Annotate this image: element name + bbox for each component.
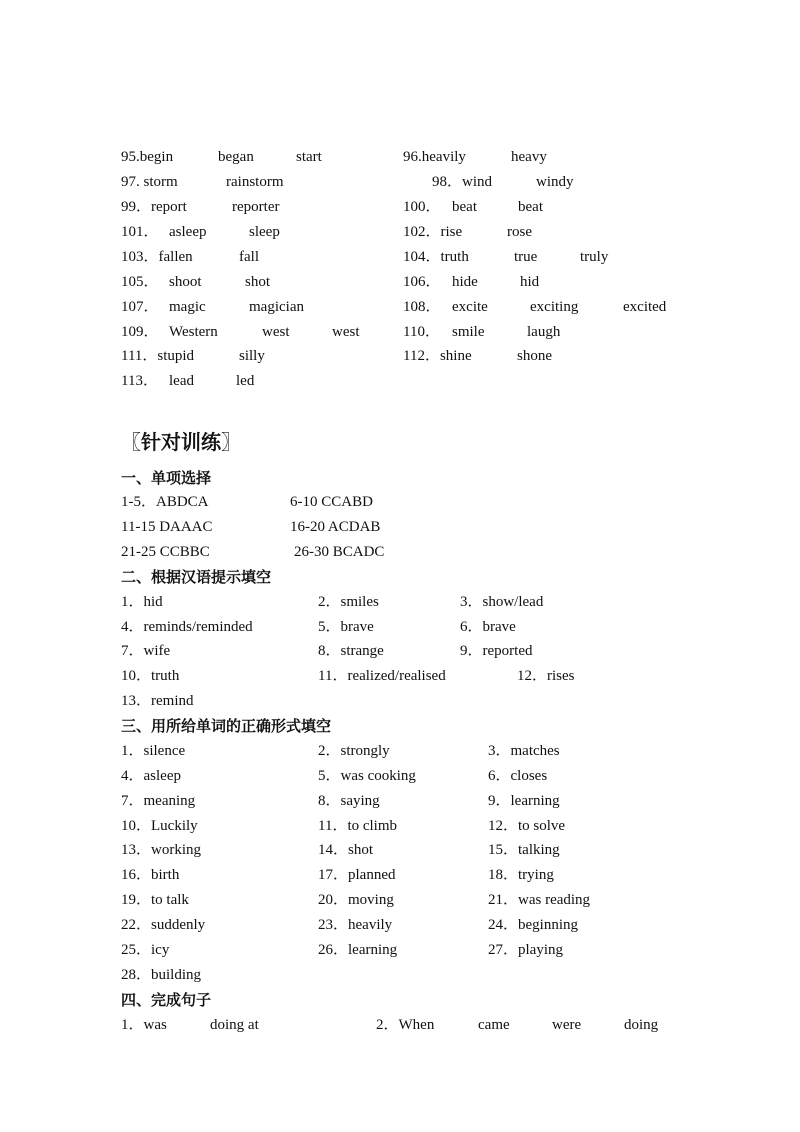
vocab-cell: true bbox=[514, 249, 538, 265]
vocab-cell: 111．stupid bbox=[121, 348, 195, 364]
part-4-title: 四、完成句子 bbox=[121, 991, 212, 1009]
answer-item: 1-5．ABDCA bbox=[121, 494, 209, 510]
vocab-cell: windy bbox=[536, 174, 574, 190]
vocab-cell: 112．shine bbox=[403, 348, 472, 364]
vocab-cell: 102．rise bbox=[403, 224, 463, 240]
answer-item: came bbox=[478, 1017, 510, 1033]
vocab-cell: 96.heavily bbox=[403, 149, 466, 165]
answer-row bbox=[0, 765, 800, 787]
vocab-cell: shone bbox=[517, 348, 552, 364]
answer-item: 8．strange bbox=[318, 643, 384, 659]
vocab-cell: 104．truth bbox=[403, 249, 469, 265]
vocab-row bbox=[0, 370, 800, 392]
vocab-cell: laugh bbox=[527, 324, 561, 340]
answer-item: doing bbox=[624, 1017, 659, 1033]
vocab-cell: 103．fallen bbox=[121, 249, 193, 265]
answer-item: 16-20 ACDAB bbox=[290, 519, 381, 535]
answer-item: 26-30 BCADC bbox=[294, 544, 385, 560]
answer-item: doing at bbox=[210, 1017, 259, 1033]
vocab-cell: hid bbox=[520, 274, 540, 290]
vocab-row bbox=[0, 196, 800, 218]
vocab-cell: truly bbox=[580, 249, 609, 265]
answer-item: 6．brave bbox=[460, 619, 516, 635]
vocab-cell: 113． bbox=[121, 373, 158, 389]
vocab-cell: shot bbox=[245, 274, 271, 290]
answer-item: 1．hid bbox=[121, 594, 163, 610]
section-heading-text: 针对训练 bbox=[141, 430, 221, 454]
vocab-cell: magic bbox=[169, 299, 206, 315]
vocab-cell: 107． bbox=[121, 299, 159, 315]
answer-item: 5．was cooking bbox=[318, 768, 416, 784]
vocab-cell: rose bbox=[507, 224, 532, 240]
answer-item: 28．building bbox=[121, 967, 202, 983]
answer-item: 12．to solve bbox=[488, 818, 566, 834]
vocab-cell: beat bbox=[518, 199, 543, 215]
answer-item: 10．Luckily bbox=[121, 818, 198, 834]
vocab-cell: rainstorm bbox=[226, 174, 284, 190]
answer-item: 7．meaning bbox=[121, 793, 196, 809]
vocab-cell: excited bbox=[623, 299, 667, 315]
close-bracket: 〗 bbox=[221, 430, 241, 454]
vocab-cell: smile bbox=[452, 324, 485, 340]
vocab-cell: reporter bbox=[232, 199, 280, 215]
vocab-row bbox=[0, 271, 800, 293]
answer-row bbox=[0, 1014, 800, 1036]
vocab-cell: asleep bbox=[169, 224, 207, 240]
vocab-cell: west bbox=[262, 324, 290, 340]
answer-item: 21．was reading bbox=[488, 892, 591, 908]
vocab-cell: heavy bbox=[511, 149, 547, 165]
answer-item: 21-25 CCBBC bbox=[121, 544, 210, 560]
vocab-row bbox=[0, 296, 800, 318]
answer-item: 27．playing bbox=[488, 942, 563, 958]
vocab-row bbox=[0, 246, 800, 268]
answer-row bbox=[0, 939, 800, 961]
part-2-title: 二、根据汉语提示填空 bbox=[121, 568, 272, 586]
answer-row bbox=[0, 889, 800, 911]
answer-row bbox=[0, 516, 800, 538]
answer-item: 20．moving bbox=[318, 892, 394, 908]
vocab-cell: magician bbox=[249, 299, 304, 315]
part-3-title: 三、用所给单词的正确形式填空 bbox=[121, 717, 332, 735]
vocab-cell: 105． bbox=[121, 274, 159, 290]
answer-item: 2．strongly bbox=[318, 743, 390, 759]
answer-item: 7．wife bbox=[121, 643, 171, 659]
answer-item: 4．asleep bbox=[121, 768, 181, 784]
answer-row bbox=[0, 665, 800, 687]
vocab-cell: exciting bbox=[530, 299, 579, 315]
answer-item: 9．reported bbox=[460, 643, 533, 659]
answer-item: 8．saying bbox=[318, 793, 380, 809]
vocab-cell: 98．wind bbox=[432, 174, 493, 190]
answer-item: 6．closes bbox=[488, 768, 548, 784]
answer-item: 19．to talk bbox=[121, 892, 189, 908]
answer-item: 1．was bbox=[121, 1017, 167, 1033]
answer-row bbox=[0, 640, 800, 662]
answer-item: were bbox=[552, 1017, 582, 1033]
answer-row bbox=[0, 616, 800, 638]
vocab-row bbox=[0, 146, 800, 168]
part-1-title: 一、单项选择 bbox=[121, 469, 212, 487]
vocab-cell: west bbox=[332, 324, 360, 340]
answer-row bbox=[0, 964, 800, 986]
vocab-cell: excite bbox=[452, 299, 488, 315]
answer-item: 2．When bbox=[376, 1017, 435, 1033]
answer-item: 1．silence bbox=[121, 743, 186, 759]
answer-item: 4．reminds/reminded bbox=[121, 619, 253, 635]
answer-item: 11-15 DAAAC bbox=[121, 519, 213, 535]
vocab-cell: silly bbox=[239, 348, 265, 364]
answer-item: 13．remind bbox=[121, 693, 194, 709]
vocab-cell: began bbox=[218, 149, 254, 165]
vocab-cell: beat bbox=[452, 199, 477, 215]
answer-item: 12．rises bbox=[517, 668, 575, 684]
answer-item: 10．truth bbox=[121, 668, 180, 684]
answer-item: 26．learning bbox=[318, 942, 398, 958]
answer-item: 11．realized/realised bbox=[318, 668, 446, 684]
answer-row bbox=[0, 690, 800, 712]
answer-row bbox=[0, 839, 800, 861]
vocab-row bbox=[0, 221, 800, 243]
answer-item: 13．working bbox=[121, 842, 201, 858]
answer-row bbox=[0, 740, 800, 762]
answer-item: 2．smiles bbox=[318, 594, 379, 610]
answer-row bbox=[0, 815, 800, 837]
answer-item: 9．learning bbox=[488, 793, 560, 809]
vocab-cell: 97. storm bbox=[121, 174, 178, 190]
answer-item: 11．to climb bbox=[318, 818, 398, 834]
vocab-cell: 95.begin bbox=[121, 149, 174, 165]
open-bracket: 〖 bbox=[121, 430, 141, 454]
vocab-row bbox=[0, 345, 800, 367]
answer-item: 6-10 CCABD bbox=[290, 494, 373, 510]
answer-item: 24．beginning bbox=[488, 917, 578, 933]
answer-item: 16．birth bbox=[121, 867, 180, 883]
answer-item: 18．trying bbox=[488, 867, 554, 883]
answer-item: 22．suddenly bbox=[121, 917, 206, 933]
vocab-cell: fall bbox=[239, 249, 259, 265]
answer-row bbox=[0, 491, 800, 513]
answer-item: 14．shot bbox=[318, 842, 374, 858]
vocab-cell: hide bbox=[452, 274, 478, 290]
vocab-cell: Western bbox=[169, 324, 218, 340]
answer-item: 15．talking bbox=[488, 842, 560, 858]
vocab-cell: start bbox=[296, 149, 322, 165]
vocab-cell: shoot bbox=[169, 274, 202, 290]
vocab-cell: 99．report bbox=[121, 199, 187, 215]
vocab-cell: 100． bbox=[403, 199, 441, 215]
vocab-cell: 109． bbox=[121, 324, 159, 340]
answer-row bbox=[0, 790, 800, 812]
vocab-cell: sleep bbox=[249, 224, 280, 240]
vocab-cell: 106． bbox=[403, 274, 441, 290]
answer-item: 23．heavily bbox=[318, 917, 393, 933]
answer-item: 17．planned bbox=[318, 867, 396, 883]
vocab-row bbox=[0, 171, 800, 193]
answer-row bbox=[0, 541, 800, 563]
vocab-cell: led bbox=[236, 373, 255, 389]
answer-item: 5．brave bbox=[318, 619, 374, 635]
answer-item: 25．icy bbox=[121, 942, 170, 958]
section-heading bbox=[121, 427, 241, 457]
vocab-cell: 108． bbox=[403, 299, 441, 315]
vocab-cell: 110． bbox=[403, 324, 440, 340]
answer-row bbox=[0, 914, 800, 936]
vocab-cell: 101． bbox=[121, 224, 159, 240]
answer-item: 3．matches bbox=[488, 743, 560, 759]
answer-row bbox=[0, 864, 800, 886]
answer-item: 3．show/lead bbox=[460, 594, 544, 610]
vocab-row bbox=[0, 321, 800, 343]
answer-row bbox=[0, 591, 800, 613]
vocab-cell: lead bbox=[169, 373, 194, 389]
